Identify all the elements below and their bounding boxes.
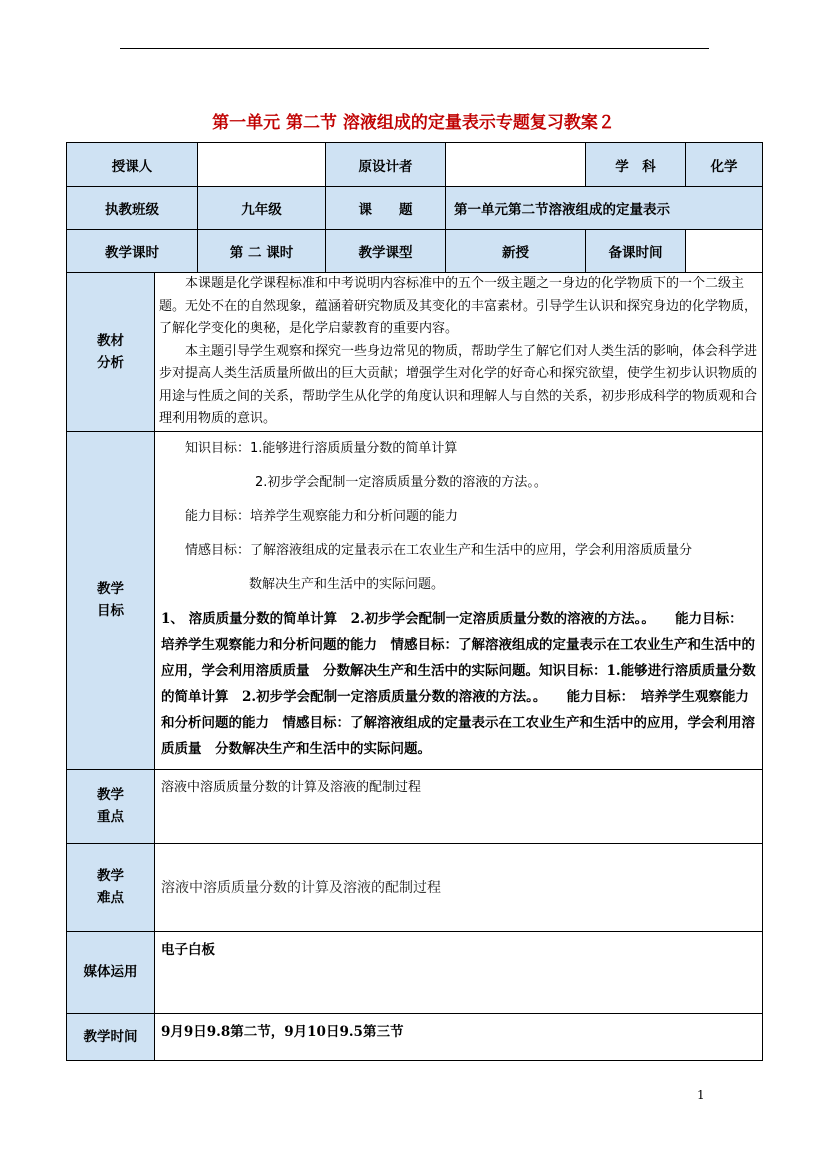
time-content bbox=[155, 1013, 763, 1060]
row-analysis bbox=[67, 273, 763, 432]
subject-label: 学 科 bbox=[586, 143, 686, 187]
time-label: 教学时间 bbox=[67, 1013, 155, 1060]
analysis-label-line1: 教材 bbox=[97, 332, 124, 349]
goals-label bbox=[67, 431, 155, 769]
prep-label: 备课时间 bbox=[586, 230, 686, 273]
media-content bbox=[155, 931, 763, 1013]
teacher-value bbox=[198, 143, 326, 187]
row-key-points bbox=[67, 769, 763, 843]
key-points-label bbox=[67, 769, 155, 843]
difficult-points-label bbox=[67, 843, 155, 931]
teacher-label: 授课人 bbox=[67, 143, 198, 187]
row-goals bbox=[67, 431, 763, 769]
prep-value bbox=[686, 230, 763, 273]
designer-label: 原设计者 bbox=[326, 143, 446, 187]
document-title: 第一单元 第二节 溶液组成的定量表示专题复习教案２ bbox=[212, 113, 615, 133]
ability-goal: 能力目标：培养学生观察能力和分析问题的能力 bbox=[185, 508, 459, 524]
period-label: 教学课时 bbox=[67, 230, 198, 273]
topic-label: 课 题 bbox=[326, 187, 446, 230]
knowledge-goal-2: 2.初步学会配制一定溶质质量分数的溶液的方法。。 bbox=[255, 474, 547, 490]
goals-label-line1: 教学 bbox=[97, 581, 124, 597]
difficult-points-label-line2: 难点 bbox=[97, 890, 124, 906]
goals-label-line2: 目标 bbox=[97, 603, 124, 619]
topic-value: 第一单元第二节溶液组成的定量表示 bbox=[446, 187, 763, 230]
row-time bbox=[67, 1013, 763, 1060]
page-number: 1 bbox=[697, 1088, 705, 1102]
row-difficult-points bbox=[67, 843, 763, 931]
top-rule bbox=[120, 48, 709, 49]
row-media bbox=[67, 931, 763, 1013]
media-text: 电子白板 bbox=[161, 941, 215, 958]
key-points-label-line1: 教学 bbox=[97, 787, 124, 803]
goals-repeat-text: 1、 溶质质量分数的简单计算 2.初步学会配制一定溶质质量分数的溶液的方法。。 能力目标： 培养学生观察能力和分析问题的能力 情感目标：了解溶液组成的定量表示在工农业生产和生活中的应用，学会利用溶质质量 分数解决生产和生活中的实际问题。知识目标：1.能够进行溶质质量分数的简单计算 2.初步学会配制一定溶质质量分数的溶液的方法。。 能力目标： 培养学生观察能力和分析问题的能力 情感目标：了解溶液组成的定量表示在工农业生产和生活中的应用，学会利用溶质质量 分数解决生产和生活中的实际问题。 bbox=[161, 610, 756, 757]
subject-value: 化学 bbox=[686, 143, 763, 187]
type-label: 教学课型 bbox=[326, 230, 446, 273]
class-value: 九年级 bbox=[198, 187, 326, 230]
row-period bbox=[67, 230, 763, 273]
key-points-content bbox=[155, 769, 763, 843]
analysis-paragraph-1: 本课题是化学课程标准和中考说明内容标准中的五个一级主题之一身边的化学物质下的一个二级主题。无处不在的自然现象，蕴涵着研究物质及其变化的丰富素材。引导学生认识和探究身边的化学物质，了解化学变化的奥秘，是化学启蒙教育的重要内容。 bbox=[159, 276, 758, 336]
difficult-points-text: 溶液中溶质质量分数的计算及溶液的配制过程 bbox=[161, 880, 441, 896]
time-text: 9月9日9.8第二节，9月10日9.5第三节 bbox=[161, 1023, 404, 1040]
analysis-label-line2: 分析 bbox=[97, 354, 124, 371]
media-label: 媒体运用 bbox=[67, 931, 155, 1013]
key-points-label-line2: 重点 bbox=[97, 809, 124, 825]
lesson-plan-table bbox=[66, 142, 763, 1061]
emotion-goal-1: 情感目标：了解溶液组成的定量表示在工农业生产和生活中的应用，学会利用溶质质量分 bbox=[185, 542, 693, 558]
analysis-content bbox=[155, 273, 763, 432]
emotion-goal-2: 数解决生产和生活中的实际问题。 bbox=[249, 576, 445, 592]
row-class bbox=[67, 187, 763, 230]
key-points-text: 溶液中溶质质量分数的计算及溶液的配制过程 bbox=[161, 779, 422, 795]
class-label: 执教班级 bbox=[67, 187, 198, 230]
difficult-points-label-line1: 教学 bbox=[97, 868, 124, 884]
designer-value bbox=[446, 143, 586, 187]
difficult-points-content bbox=[155, 843, 763, 931]
analysis-label bbox=[67, 273, 155, 432]
row-teacher bbox=[67, 143, 763, 187]
period-value: 第 二 课时 bbox=[198, 230, 326, 273]
goals-content bbox=[155, 431, 763, 769]
type-value: 新授 bbox=[446, 230, 586, 273]
knowledge-goal-1: 知识目标：1.能够进行溶质质量分数的简单计算 bbox=[185, 440, 458, 456]
analysis-paragraph-2: 本主题引导学生观察和探究一些身边常见的物质，帮助学生了解它们对人类生活的影响，体会科学进步对提高人类生活质量所做出的巨大贡献；增强学生对化学的好奇心和探究欲望，使学生初步认识物质的用途与性质之间的关系，帮助学生从化学的角度认识和理解人与自然的关系，初步形成科学的物质观和合理利用物质的意识。 bbox=[159, 343, 758, 426]
